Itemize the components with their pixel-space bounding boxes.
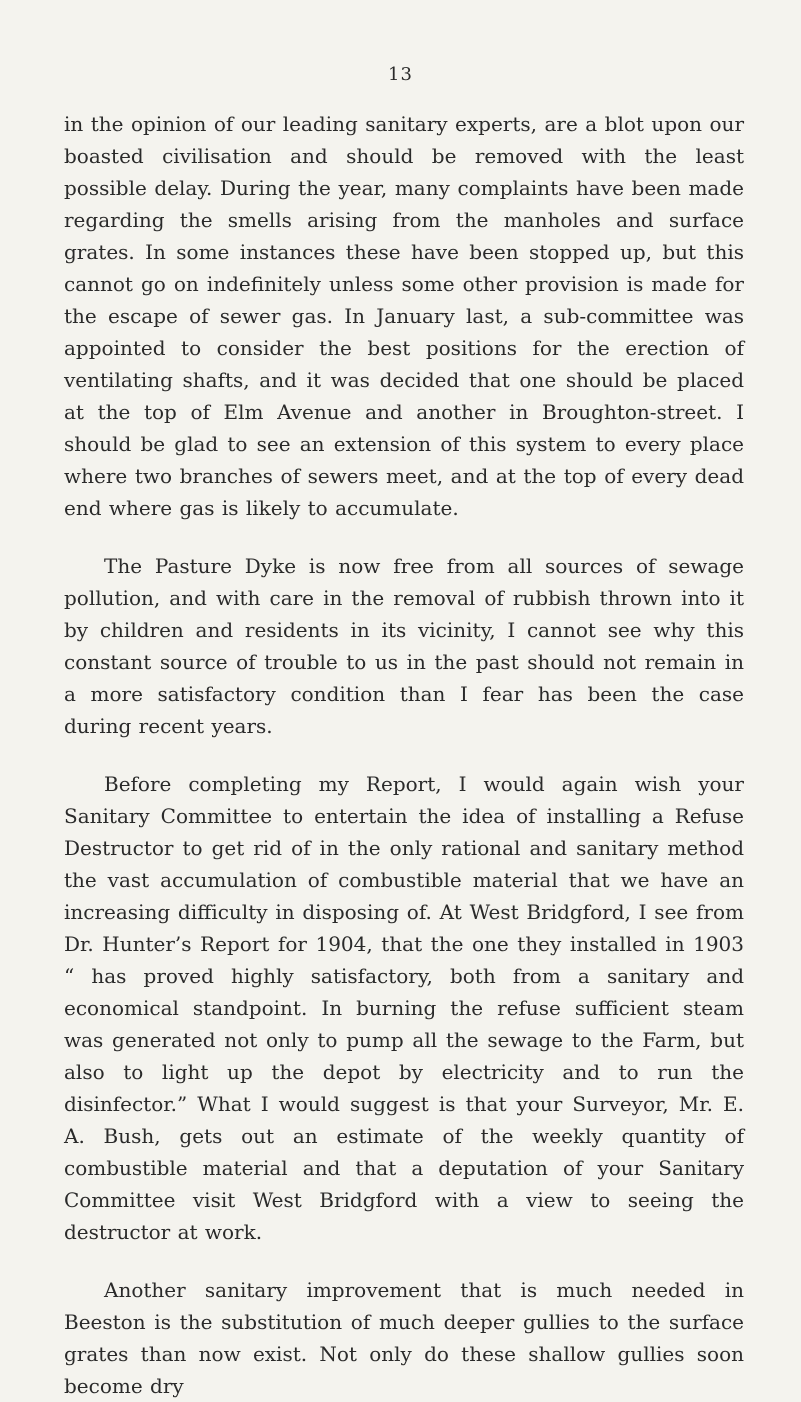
paragraph-refuse-destructor: Before completing my Report, I would again wish your Sanitary Committee to entertain the idea of installing a Refuse Destructor to get rid of in the only rational and sanitary method the vast accumulation of combustible material that we have an increasing difficulty in disposing of. At West Bridgford, I see from Dr. Hunter’s Report for 1904, that the one they installed in 1903 “ has proved highly satisfactory, both from a sanitary and economical standpoint. In burning the refuse sufficient steam was generated not only to pump all the sewage to the Farm, but also to light up the depot by electricity and to run the disinfector.” What I would suggest is that your Surveyor, Mr. E. A. Bush, gets out an estimate of the weekly quantity of combustible material and that a deputation of your Sanitary Committee visit West Bridgford with a view to seeing the destructor at work.	[64, 772, 744, 1244]
paragraph-sewer-ventilation: in the opinion of our leading sanitary experts, are a blot upon our boasted civilisation and should be removed with the least possible delay. During the year, many complaints have been made regarding the smells arising from the manholes and surface grates. In some instances these have been stopped up, but this cannot go on indefinitely unless some other provision is made for the escape of sewer gas. In January last, a sub-committee was appointed to consider the best positions for the erection of ventilating shafts, and it was decided that one should be placed at the top of Elm Avenue and another in Broughton-street. I should be glad to see an extension of this system to every place where two branches of sewers meet, and at the top of every dead end where gas is likely to accumulate.	[64, 112, 744, 520]
paragraph-deeper-gullies: Another sanitary improvement that is much needed in Beeston is the substitution of much deeper gullies to the surface grates than now exist. Not only do these shallow gullies soon become dry	[64, 1278, 744, 1398]
body-text	[64, 108, 744, 1402]
paragraph-pasture-dyke: The Pasture Dyke is now free from all sources of sewage pollution, and with care in the removal of rubbish thrown into it by children and residents in its vicinity, I cannot see why this constant source of trouble to us in the past should not remain in a more satisfactory condition than I fear has been the case during recent years.	[64, 554, 744, 738]
page-number: 13	[388, 64, 413, 85]
